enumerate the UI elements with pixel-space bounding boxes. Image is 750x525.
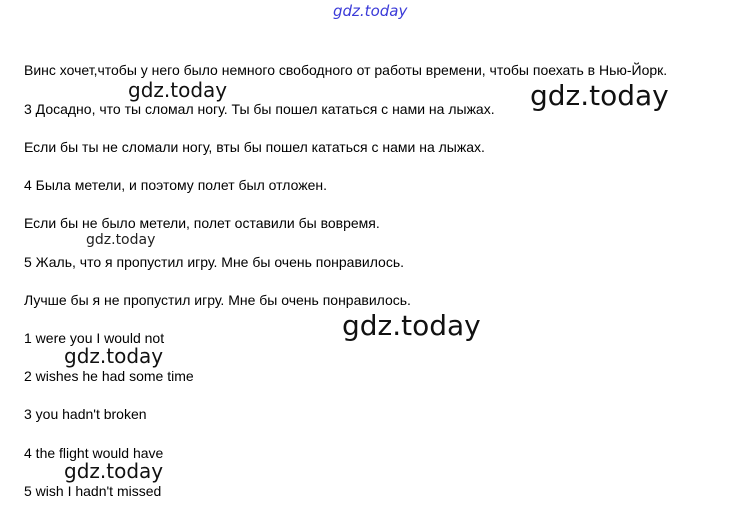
watermark-mid-2: gdz.today (64, 344, 164, 368)
answer-line-3: 3 you hadn't broken (24, 406, 147, 422)
watermark-small-1: gdz.today (86, 232, 156, 248)
text-line-5: Если бы не было метели, полет оставили бы вовремя. (24, 215, 380, 231)
answer-line-4: 4 the flight would have (24, 445, 164, 461)
answer-line-5: 5 wish I hadn't missed (24, 483, 162, 499)
watermark-big-2: gdz.today (342, 309, 481, 342)
watermark-mid-1: gdz.today (128, 78, 228, 102)
text-line-4: 4 Была метели, и поэтому полет был отложен. (24, 177, 327, 193)
text-line-6: 5 Жаль, что я пропустил игру. Мне бы очень понравилось. (24, 254, 405, 270)
text-line-7: Лучше бы я не пропустил игру. Мне бы очень понравилось. (24, 292, 411, 308)
answer-line-1: 1 were you I would not (24, 330, 165, 346)
watermark-mid-3: gdz.today (64, 459, 164, 483)
answer-line-2: 2 wishes he had some time (24, 368, 194, 384)
text-line-2: 3 Досадно, что ты сломал ногу. Ты бы пошел кататься с нами на лыжах. (24, 101, 495, 117)
text-line-1: Винс хочет,чтобы у него было немного свободного от работы времени, чтобы поехать в Нью-Йорк. (24, 62, 668, 78)
watermark-big-1: gdz.today (530, 79, 669, 112)
text-line-3: Если бы ты не сломали ногу, вты бы пошел кататься с нами на лыжах. (24, 139, 485, 155)
watermark-top: gdz.today (333, 2, 408, 20)
